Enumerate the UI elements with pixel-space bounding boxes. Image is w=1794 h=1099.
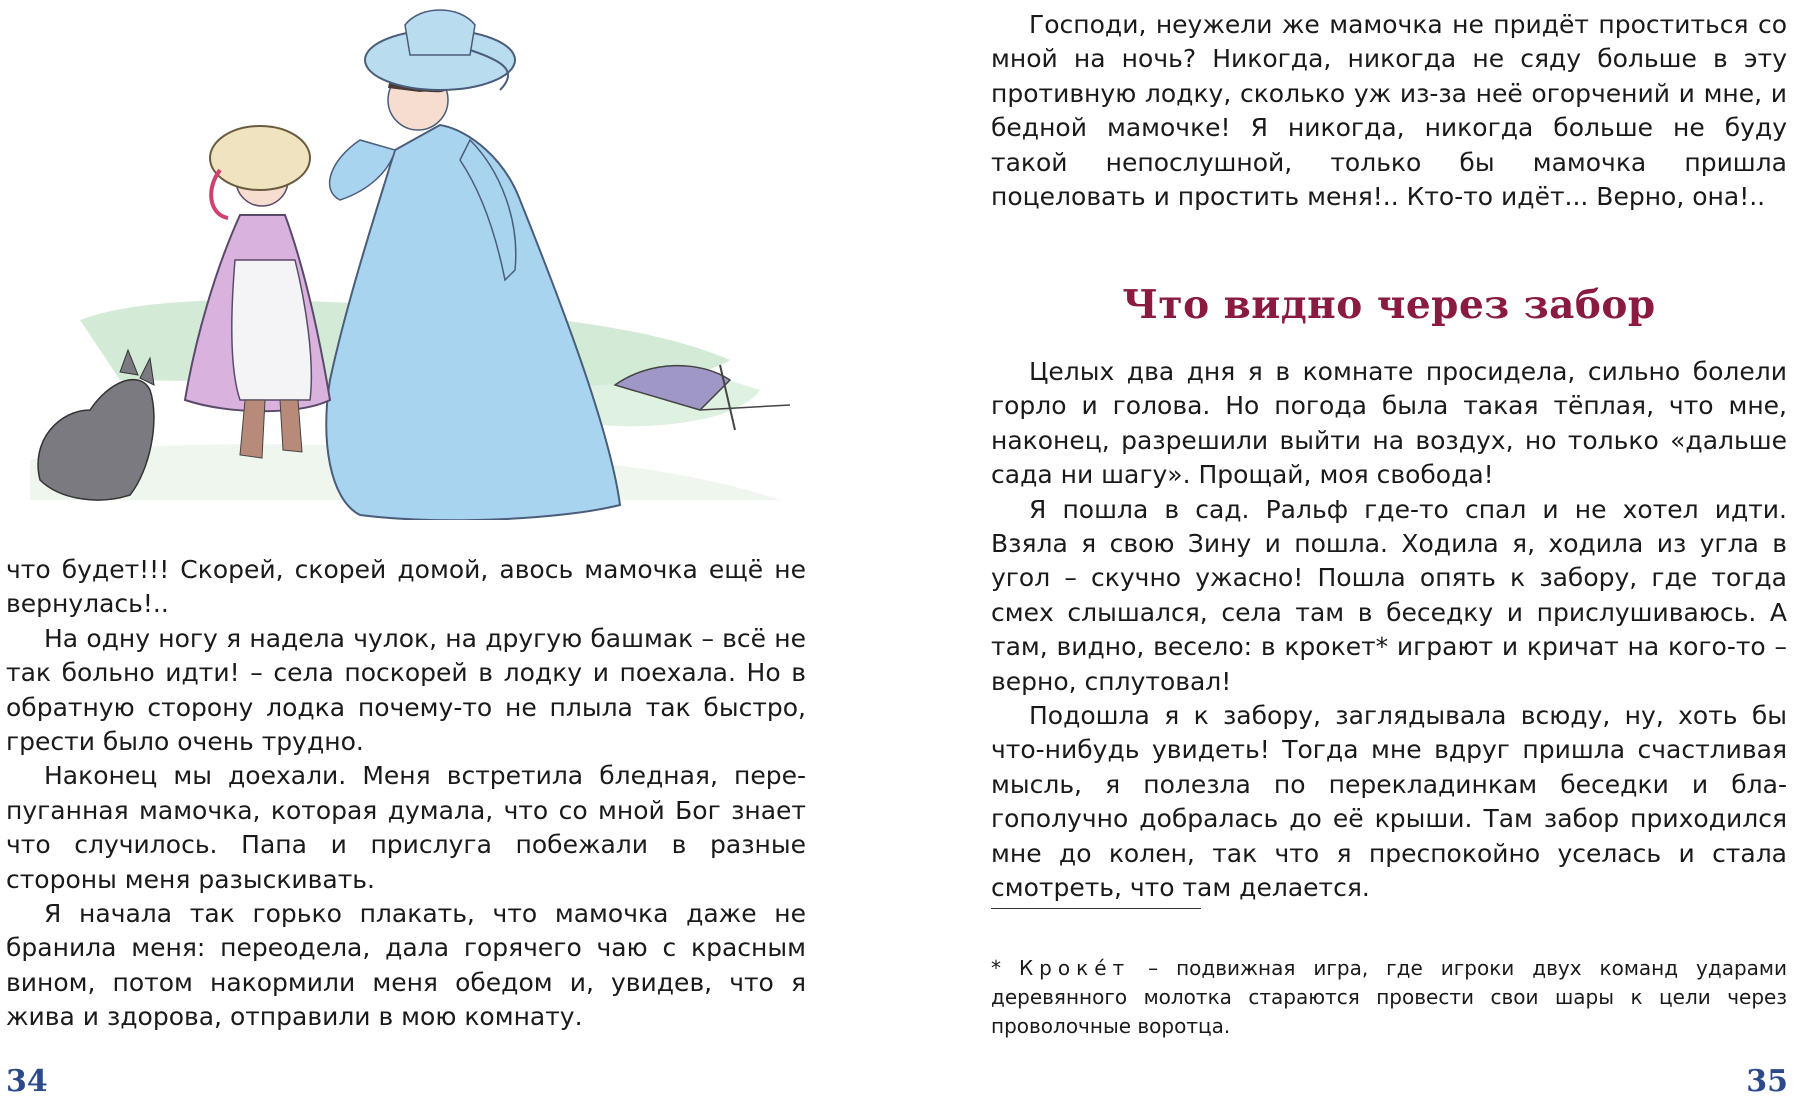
illustration-mother-and-daughter [0, 0, 820, 520]
paragraph: Я начала так горько плакать, что мамочка даже не бранила меня: переодела, дала горячего чаю с красным вином, потом накормили меня обедом и, увидев, что я жива и здорова, отправили в мою комнату. [6, 899, 806, 1032]
right-body-text [991, 355, 1787, 906]
footnote-text: – подвижная игра, где игроки двух команд ударами деревянного молотка стараются провести свои шары к цели через проволочные воротца. [991, 956, 1788, 1038]
footnote-term: Кроке́т [1018, 956, 1131, 980]
paragraph: Подошла я к забору, заглядывала всюду, ну, хоть бы что-нибудь увидеть! Тогда мне вдруг пришла счастливая мысль, я полезла по перекладинкам беседки и благополучно добралась до её крыши. Там забор приходился мне до колен, так что я преспокойно уселась и стала смотреть, что там делается. [991, 701, 1787, 903]
paragraph: что будет!!! Скорей, скорей домой, авось мамочка ещё не вернулась!.. [6, 555, 806, 619]
footnote-marker: * [991, 956, 1001, 980]
page-number: 34 [6, 1064, 48, 1099]
chapter-heading: Что видно через забор [1122, 282, 1656, 328]
left-body-text [6, 553, 806, 1035]
right-top-text [991, 8, 1787, 214]
paragraph: Наконец мы доехали. Меня встретила бледная, перепуганная мамочка, которая думала, что со мной Бог знает что случилось. Папа и прислуга побежали в разные стороны меня разыскивать. [6, 761, 806, 894]
page-number: 35 [1746, 1064, 1788, 1099]
footnote-divider [991, 908, 1201, 909]
footnote [991, 954, 1787, 1041]
paragraph: Целых два дня я в комнате просидела, сильно болели горло и голова. Но погода была такая тёплая, что мне, наконец, разрешили выйти на воздух, но только «дальше сада ни шагу». Прощай, моя свобода! [991, 357, 1787, 490]
paragraph: Господи, неужели же мамочка не придёт проститься со мной на ночь? Никогда, никогда не сяду больше в эту противную лодку, сколько уж из-за неё огорчений и мне, и бедной мамочке! Я никогда, никогда больше не буду такой непослушной, только бы мамочка пришла поцеловать и простить меня!.. Кто-то идёт... Верно, она!.. [991, 10, 1787, 212]
paragraph: Я пошла в сад. Ральф где-то спал и не хотел идти. Взяла я свою Зину и пошла. Ходила я, ходила из угла в угол – скучно ужасно! Пошла опять к забору, где тогда смех слышался, села там в беседку и прислушиваюсь. А там, видно, весело: в крокет* играют и кричат на кого-то – верно, сплутовал! [991, 494, 1787, 696]
left-page [0, 0, 897, 1097]
right-page [897, 0, 1794, 1097]
paragraph: На одну ногу я надела чулок, на другую башмак – всё не так больно идти! – села поскорей в лодку и поехала. Но в обратную сторону лодка почему-то не плыла так быстро, грести было очень трудно. [6, 623, 806, 757]
